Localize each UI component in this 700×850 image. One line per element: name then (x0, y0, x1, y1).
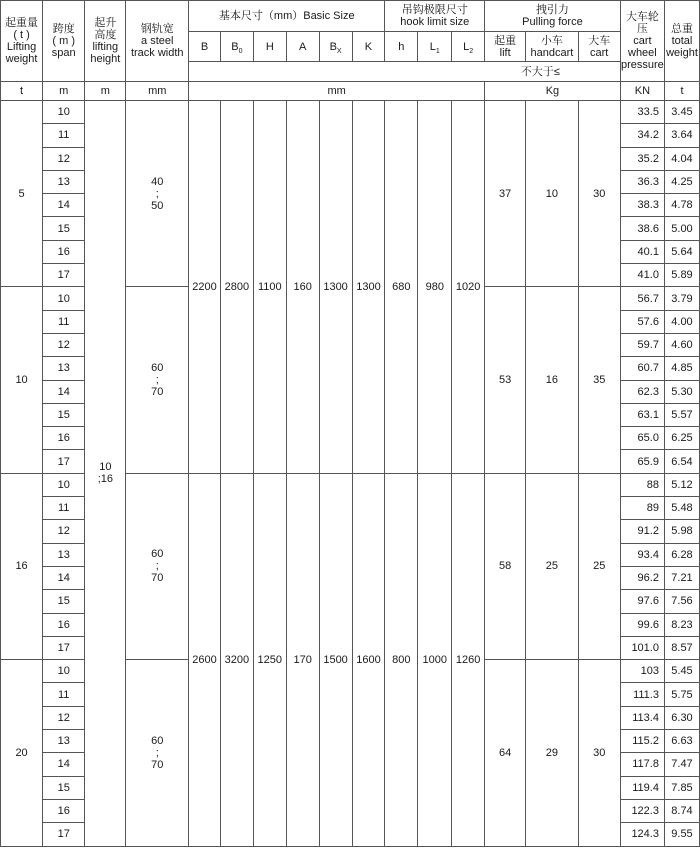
total-weight-cell: 4.04 (664, 147, 699, 170)
header-cart: 大车 cart (578, 32, 620, 62)
span-cell: 11 (43, 497, 85, 520)
header-lifting-height: 起升 高度 lifting height (85, 1, 126, 82)
total-weight-cell: 5.89 (664, 264, 699, 287)
dim-l2-cell: 1020 (452, 101, 485, 474)
pulling-handcart-cell: 25 (526, 473, 578, 659)
unit-mm-track: mm (126, 82, 189, 101)
header-handcart: 小车 handcart (526, 32, 578, 62)
span-cell: 16 (43, 427, 85, 450)
dim-l1-cell: 980 (418, 101, 452, 474)
total-weight-cell: 9.55 (664, 823, 699, 846)
header-dim-bx: $B_X$ (319, 32, 352, 62)
header-not-more-than: 不大于≤ (189, 62, 621, 82)
total-weight-cell: 5.30 (664, 380, 699, 403)
unit-kn: KN (620, 82, 664, 101)
wheel-pressure-cell: 38.3 (620, 194, 664, 217)
total-weight-cell: 5.45 (664, 660, 699, 683)
wheel-pressure-cell: 36.3 (620, 170, 664, 193)
header-span: 跨度 ( m ) span (43, 1, 85, 82)
span-cell: 14 (43, 194, 85, 217)
span-cell: 12 (43, 520, 85, 543)
total-weight-cell: 7.85 (664, 776, 699, 799)
total-weight-cell: 6.30 (664, 706, 699, 729)
total-weight-cell: 4.85 (664, 357, 699, 380)
header-dim-b0: $B_0$ (220, 32, 253, 62)
pulling-handcart-cell: 10 (526, 101, 578, 287)
wheel-pressure-cell: 93.4 (620, 543, 664, 566)
total-weight-cell: 8.57 (664, 636, 699, 659)
span-cell: 15 (43, 590, 85, 613)
header-dim-a: A (286, 32, 319, 62)
wheel-pressure-cell: 34.2 (620, 124, 664, 147)
span-cell: 16 (43, 240, 85, 263)
header-row-1 (1, 1, 700, 32)
dim-k-cell: 1600 (352, 473, 385, 846)
wheel-pressure-cell: 117.8 (620, 753, 664, 776)
wheel-pressure-cell: 122.3 (620, 799, 664, 822)
header-basic-size: 基本尺寸（mm）Basic Size (189, 1, 385, 32)
capacity-cell: 20 (1, 660, 43, 846)
total-weight-cell: 5.12 (664, 473, 699, 496)
wheel-pressure-cell: 91.2 (620, 520, 664, 543)
track-width-cell: 40 ; 50 (126, 101, 189, 287)
span-cell: 15 (43, 403, 85, 426)
wheel-pressure-cell: 119.4 (620, 776, 664, 799)
pulling-handcart-cell: 29 (526, 660, 578, 846)
wheel-pressure-cell: 41.0 (620, 264, 664, 287)
total-weight-cell: 5.57 (664, 403, 699, 426)
span-cell: 14 (43, 753, 85, 776)
total-weight-cell: 5.75 (664, 683, 699, 706)
unit-m-height: m (85, 82, 126, 101)
wheel-pressure-cell: 115.2 (620, 730, 664, 753)
span-cell: 13 (43, 357, 85, 380)
table-body (1, 1, 700, 847)
wheel-pressure-cell: 33.5 (620, 101, 664, 124)
header-dim-h: H (253, 32, 286, 62)
total-weight-cell: 4.25 (664, 170, 699, 193)
dim-b-cell: 2200 (189, 101, 221, 474)
header-dim-k: K (352, 32, 385, 62)
total-weight-cell: 8.74 (664, 799, 699, 822)
total-weight-cell: 3.64 (664, 124, 699, 147)
wheel-pressure-cell: 65.9 (620, 450, 664, 473)
wheel-pressure-cell: 113.4 (620, 706, 664, 729)
header-dim-h-hook: h (385, 32, 418, 62)
pulling-cart-cell: 35 (578, 287, 620, 473)
span-cell: 15 (43, 217, 85, 240)
span-cell: 17 (43, 636, 85, 659)
unit-t-weight: t (664, 82, 699, 101)
dim-h-hook-cell: 680 (385, 101, 418, 474)
span-cell: 11 (43, 310, 85, 333)
pulling-cart-cell: 30 (578, 101, 620, 287)
capacity-cell: 10 (1, 287, 43, 473)
total-weight-cell: 4.78 (664, 194, 699, 217)
span-cell: 14 (43, 380, 85, 403)
wheel-pressure-cell: 38.6 (620, 217, 664, 240)
wheel-pressure-cell: 103 (620, 660, 664, 683)
span-cell: 14 (43, 566, 85, 589)
span-cell: 12 (43, 706, 85, 729)
unit-kg: Kg (485, 82, 621, 101)
header-lifting-weight: 起重量 ( t ) Lifting weight (1, 1, 43, 82)
wheel-pressure-cell: 35.2 (620, 147, 664, 170)
total-weight-cell: 5.64 (664, 240, 699, 263)
wheel-pressure-cell: 111.3 (620, 683, 664, 706)
wheel-pressure-cell: 88 (620, 473, 664, 496)
unit-m-span: m (43, 82, 85, 101)
dim-h-cell: 1100 (253, 101, 286, 474)
track-width-cell: 60 ; 70 (126, 473, 189, 659)
table-row (1, 101, 700, 124)
wheel-pressure-cell: 56.7 (620, 287, 664, 310)
header-dim-l1: $L_1$ (418, 32, 452, 62)
header-dim-l2: $L_2$ (452, 32, 485, 62)
pulling-lift-cell: 64 (485, 660, 526, 846)
wheel-pressure-cell: 99.6 (620, 613, 664, 636)
span-cell: 13 (43, 730, 85, 753)
span-cell: 10 (43, 287, 85, 310)
wheel-pressure-cell: 62.3 (620, 380, 664, 403)
header-wheel-pressure: 大车轮压 cart wheel pressure (620, 1, 664, 82)
dim-b0-cell: 3200 (220, 473, 253, 846)
span-cell: 12 (43, 147, 85, 170)
total-weight-cell: 5.48 (664, 497, 699, 520)
total-weight-cell: 6.25 (664, 427, 699, 450)
header-lift: 起重 lift (485, 32, 526, 62)
header-track-width: 钢轨宽 a steel track width (126, 1, 189, 82)
pulling-lift-cell: 37 (485, 101, 526, 287)
wheel-pressure-cell: 40.1 (620, 240, 664, 263)
wheel-pressure-cell: 101.0 (620, 636, 664, 659)
span-cell: 13 (43, 170, 85, 193)
pulling-handcart-cell: 16 (526, 287, 578, 473)
span-cell: 13 (43, 543, 85, 566)
span-cell: 11 (43, 124, 85, 147)
dim-a-cell: 170 (286, 473, 319, 846)
span-cell: 10 (43, 660, 85, 683)
pulling-lift-cell: 58 (485, 473, 526, 659)
track-width-cell: 60 ; 70 (126, 287, 189, 473)
total-weight-cell: 6.54 (664, 450, 699, 473)
total-weight-cell: 4.60 (664, 333, 699, 356)
span-cell: 10 (43, 473, 85, 496)
total-weight-cell: 7.21 (664, 566, 699, 589)
dim-b0-cell: 2800 (220, 101, 253, 474)
dim-bx-cell: 1300 (319, 101, 352, 474)
span-cell: 16 (43, 799, 85, 822)
header-dim-b: B (189, 32, 221, 62)
total-weight-cell: 3.79 (664, 287, 699, 310)
span-cell: 11 (43, 683, 85, 706)
wheel-pressure-cell: 65.0 (620, 427, 664, 450)
span-cell: 10 (43, 101, 85, 124)
wheel-pressure-cell: 60.7 (620, 357, 664, 380)
wheel-pressure-cell: 89 (620, 497, 664, 520)
total-weight-cell: 8.23 (664, 613, 699, 636)
dim-b-cell: 2600 (189, 473, 221, 846)
dim-h-cell: 1250 (253, 473, 286, 846)
total-weight-cell: 5.98 (664, 520, 699, 543)
dim-h-hook-cell: 800 (385, 473, 418, 846)
wheel-pressure-cell: 96.2 (620, 566, 664, 589)
span-cell: 15 (43, 776, 85, 799)
total-weight-cell: 6.63 (664, 730, 699, 753)
wheel-pressure-cell: 63.1 (620, 403, 664, 426)
dim-a-cell: 160 (286, 101, 319, 474)
total-weight-cell: 6.28 (664, 543, 699, 566)
pulling-lift-cell: 53 (485, 287, 526, 473)
header-hook-limit-size: 吊钩极限尺寸 hook limit size (385, 1, 485, 32)
dim-l1-cell: 1000 (418, 473, 452, 846)
span-cell: 16 (43, 613, 85, 636)
unit-t: t (1, 82, 43, 101)
wheel-pressure-cell: 59.7 (620, 333, 664, 356)
pulling-cart-cell: 30 (578, 660, 620, 846)
capacity-cell: 16 (1, 473, 43, 659)
capacity-cell: 5 (1, 101, 43, 287)
dim-l2-cell: 1260 (452, 473, 485, 846)
total-weight-cell: 3.45 (664, 101, 699, 124)
total-weight-cell: 5.00 (664, 217, 699, 240)
wheel-pressure-cell: 97.6 (620, 590, 664, 613)
span-cell: 17 (43, 264, 85, 287)
dim-k-cell: 1300 (352, 101, 385, 474)
span-cell: 17 (43, 450, 85, 473)
total-weight-cell: 4.00 (664, 310, 699, 333)
dim-bx-cell: 1500 (319, 473, 352, 846)
wheel-pressure-cell: 57.6 (620, 310, 664, 333)
lifting-height-cell: 10 ;16 (85, 101, 126, 847)
pulling-cart-cell: 25 (578, 473, 620, 659)
wheel-pressure-cell: 124.3 (620, 823, 664, 846)
span-cell: 12 (43, 333, 85, 356)
header-pulling-force: 拽引力 Pulling force (485, 1, 621, 32)
track-width-cell: 60 ; 70 (126, 660, 189, 846)
total-weight-cell: 7.47 (664, 753, 699, 776)
span-cell: 17 (43, 823, 85, 846)
total-weight-cell: 7.56 (664, 590, 699, 613)
units-row (1, 82, 700, 101)
unit-mm-dims: mm (189, 82, 485, 101)
header-total-weight: 总重 total weight (664, 1, 699, 82)
